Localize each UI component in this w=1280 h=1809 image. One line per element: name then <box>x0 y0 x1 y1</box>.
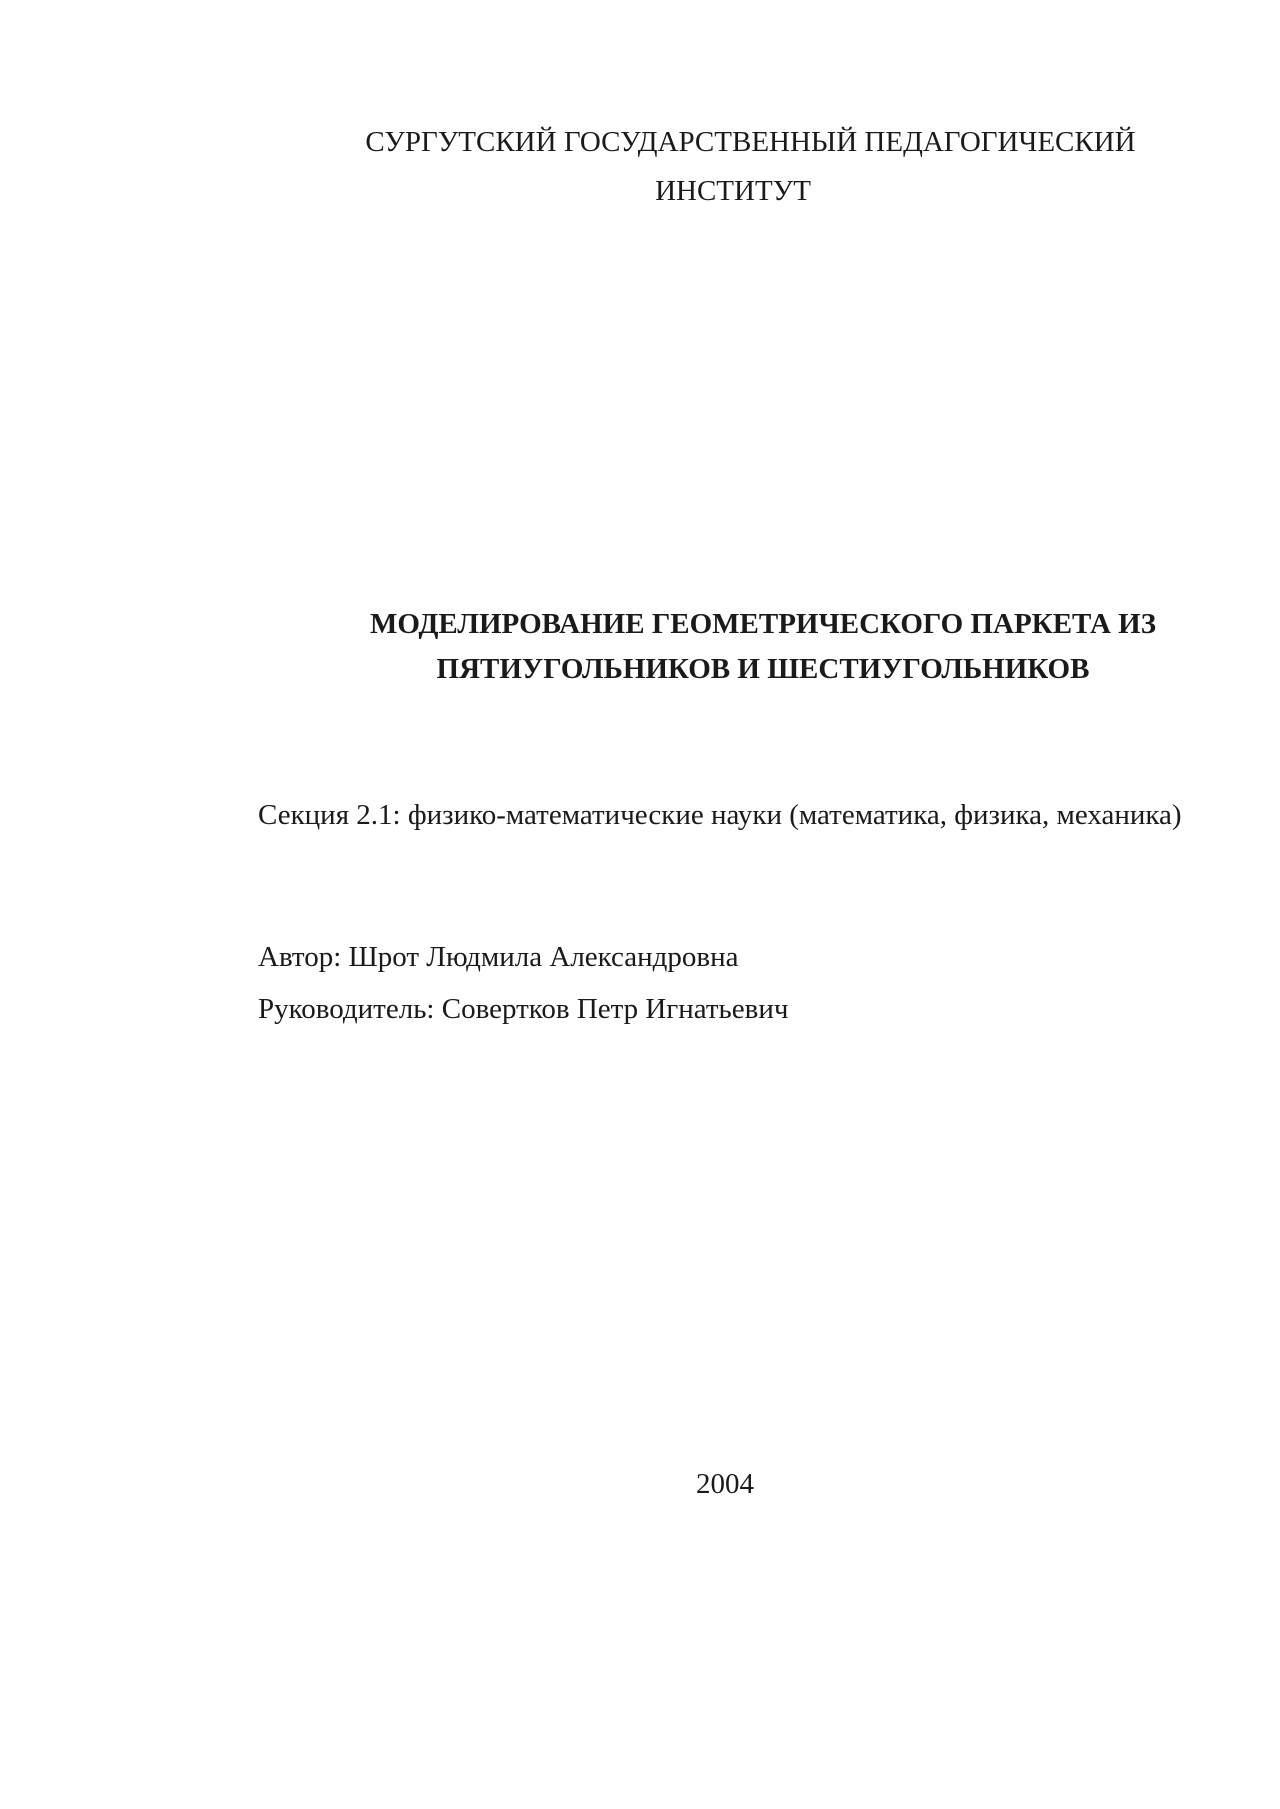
institution-name <box>183 118 1188 216</box>
author-line: Автор: Шрот Людмила Александровна <box>258 941 739 973</box>
document-title <box>183 602 1188 692</box>
year: 2004 <box>696 1468 754 1500</box>
section-text: Секция 2.1: физико-математические науки (математика, физика, механика) <box>258 799 1182 831</box>
title-line-2: ПЯТИУГОЛЬНИКОВ И ШЕСТИУГОЛЬНИКОВ <box>436 653 1090 685</box>
title-line-1: МОДЕЛИРОВАНИЕ ГЕОМЕТРИЧЕСКОГО ПАРКЕТА ИЗ <box>369 608 1157 640</box>
institution-line-1: СУРГУТСКИЙ ГОСУДАРСТВЕННЫЙ ПЕДАГОГИЧЕСКИЙ <box>365 126 1136 158</box>
supervisor-line: Руководитель: Совертков Петр Игнатьевич <box>258 993 789 1025</box>
institution-line-2: ИНСТИТУТ <box>655 175 811 207</box>
